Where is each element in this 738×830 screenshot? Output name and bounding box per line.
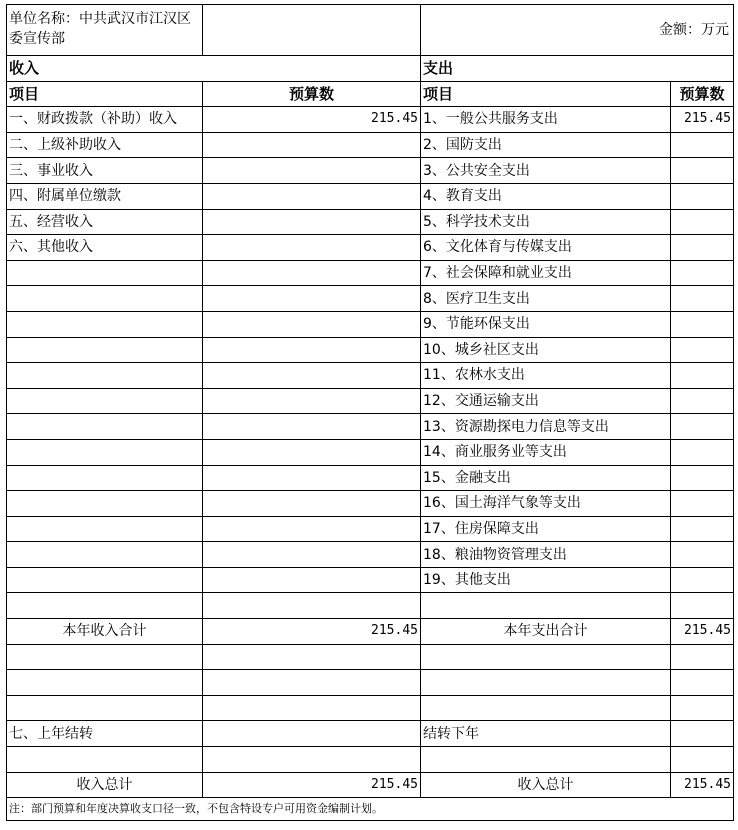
blank-cell [421,747,671,773]
income-item [7,567,203,593]
expense-grand-label: 收入总计 [421,772,671,798]
carry-row [7,721,734,747]
expense-value [671,439,734,465]
table-row [7,209,734,235]
expense-value: 215.45 [671,107,734,133]
expense-item: 3、公共安全支出 [421,158,671,184]
expense-item: 16、国土海洋气象等支出 [421,491,671,517]
expense-item: 4、教育支出 [421,183,671,209]
income-item [7,516,203,542]
table-row [7,311,734,337]
blank-cell [7,695,203,721]
income-value [203,516,421,542]
income-item [7,465,203,491]
income-value [203,439,421,465]
income-value [203,363,421,389]
table-row [7,260,734,286]
footnote: 注：部门预算和年度决算收支口径一致，不包含特设专户可用资金编制计划。 [7,798,734,821]
expense-value [671,516,734,542]
table-row [7,183,734,209]
amount-unit: 金额：万元 [421,5,734,56]
expense-item: 7、社会保障和就业支出 [421,260,671,286]
expense-item: 6、文化体育与传媒支出 [421,235,671,261]
expense-item: 18、粮油物资管理支出 [421,542,671,568]
blank-cell [7,747,203,773]
income-item [7,286,203,312]
income-item [7,388,203,414]
expense-value [671,414,734,440]
income-item-header: 项目 [7,81,203,107]
income-value [203,542,421,568]
expense-value [671,567,734,593]
blank-cell [671,695,734,721]
expense-item: 13、资源勘探电力信息等支出 [421,414,671,440]
income-item [7,491,203,517]
income-value [203,388,421,414]
income-item [7,260,203,286]
expense-value [671,132,734,158]
income-item [7,363,203,389]
income-value [203,260,421,286]
expense-item: 10、城乡社区支出 [421,337,671,363]
table-row [7,516,734,542]
prev-year-carry-value [203,721,421,747]
expense-value [671,388,734,414]
table-row [7,158,734,184]
prev-year-carry-label: 七、上年结转 [7,721,203,747]
table-row [7,465,734,491]
header-row [7,5,734,56]
expense-item: 17、住房保障支出 [421,516,671,542]
expense-value [671,311,734,337]
income-item: 一、财政拨款（补助）收入 [7,107,203,133]
note-row [7,798,734,821]
expense-item: 12、交通运输支出 [421,388,671,414]
income-grand-value: 215.45 [203,772,421,798]
expense-value [671,209,734,235]
blank-row [7,670,734,696]
expense-grand-value: 215.45 [671,772,734,798]
expense-item-header: 项目 [421,81,671,107]
table-row [7,337,734,363]
table-row [7,542,734,568]
income-item [7,414,203,440]
blank-cell [7,644,203,670]
expense-value [671,491,734,517]
blank-cell [671,644,734,670]
income-item: 四、附属单位缴款 [7,183,203,209]
table-row [7,286,734,312]
expense-value [671,593,734,619]
blank-cell [203,670,421,696]
income-value [203,567,421,593]
column-header-row [7,81,734,107]
expense-value [671,542,734,568]
totals-row [7,619,734,645]
expense-total-value: 215.45 [671,619,734,645]
expense-item [421,593,671,619]
table-row [7,567,734,593]
grand-total-row [7,772,734,798]
income-item: 二、上级补助收入 [7,132,203,158]
income-item [7,439,203,465]
income-value [203,158,421,184]
income-value [203,414,421,440]
expense-item: 1、一般公共服务支出 [421,107,671,133]
header-blank [203,5,421,56]
expense-value [671,158,734,184]
expense-value [671,235,734,261]
blank-cell [671,670,734,696]
blank-cell [421,695,671,721]
income-value [203,235,421,261]
income-value [203,465,421,491]
table-row [7,235,734,261]
income-item: 五、经营收入 [7,209,203,235]
income-item [7,337,203,363]
blank-cell [421,644,671,670]
income-value [203,286,421,312]
expense-item: 19、其他支出 [421,567,671,593]
blank-cell [203,695,421,721]
blank-cell [7,670,203,696]
expense-item: 2、国防支出 [421,132,671,158]
table-row [7,132,734,158]
expense-item: 15、金融支出 [421,465,671,491]
table-row [7,388,734,414]
expense-value [671,183,734,209]
income-value [203,593,421,619]
expense-budget-header: 预算数 [671,81,734,107]
income-total-value: 215.45 [203,619,421,645]
blank-row [7,747,734,773]
income-value [203,209,421,235]
expense-value [671,337,734,363]
income-item [7,311,203,337]
income-item [7,542,203,568]
expense-item: 5、科学技术支出 [421,209,671,235]
expense-section-title: 支出 [421,56,734,82]
table-row [7,593,734,619]
expense-item: 11、农林水支出 [421,363,671,389]
income-value [203,132,421,158]
income-value [203,491,421,517]
blank-cell [671,747,734,773]
expense-value [671,465,734,491]
income-grand-label: 收入总计 [7,772,203,798]
income-budget-header: 预算数 [203,81,421,107]
blank-cell [203,747,421,773]
section-row [7,56,734,82]
table-row [7,439,734,465]
table-row [7,414,734,440]
expense-value [671,363,734,389]
income-item: 三、事业收入 [7,158,203,184]
table-row [7,363,734,389]
income-value [203,311,421,337]
blank-row [7,695,734,721]
income-item [7,593,203,619]
table-row [7,491,734,517]
blank-row [7,644,734,670]
blank-cell [421,670,671,696]
next-year-carry-value [671,721,734,747]
income-item: 六、其他收入 [7,235,203,261]
budget-table [6,4,734,821]
blank-cell [203,644,421,670]
expense-item: 14、商业服务业等支出 [421,439,671,465]
income-value [203,337,421,363]
income-value: 215.45 [203,107,421,133]
expense-item: 9、节能环保支出 [421,311,671,337]
expense-value [671,260,734,286]
expense-total-label: 本年支出合计 [421,619,671,645]
table-row [7,107,734,133]
next-year-carry-label: 结转下年 [421,721,671,747]
expense-item: 8、医疗卫生支出 [421,286,671,312]
expense-value [671,286,734,312]
income-section-title: 收入 [7,56,421,82]
income-total-label: 本年收入合计 [7,619,203,645]
unit-name: 单位名称：中共武汉市江汉区委宣传部 [7,5,203,56]
income-value [203,183,421,209]
